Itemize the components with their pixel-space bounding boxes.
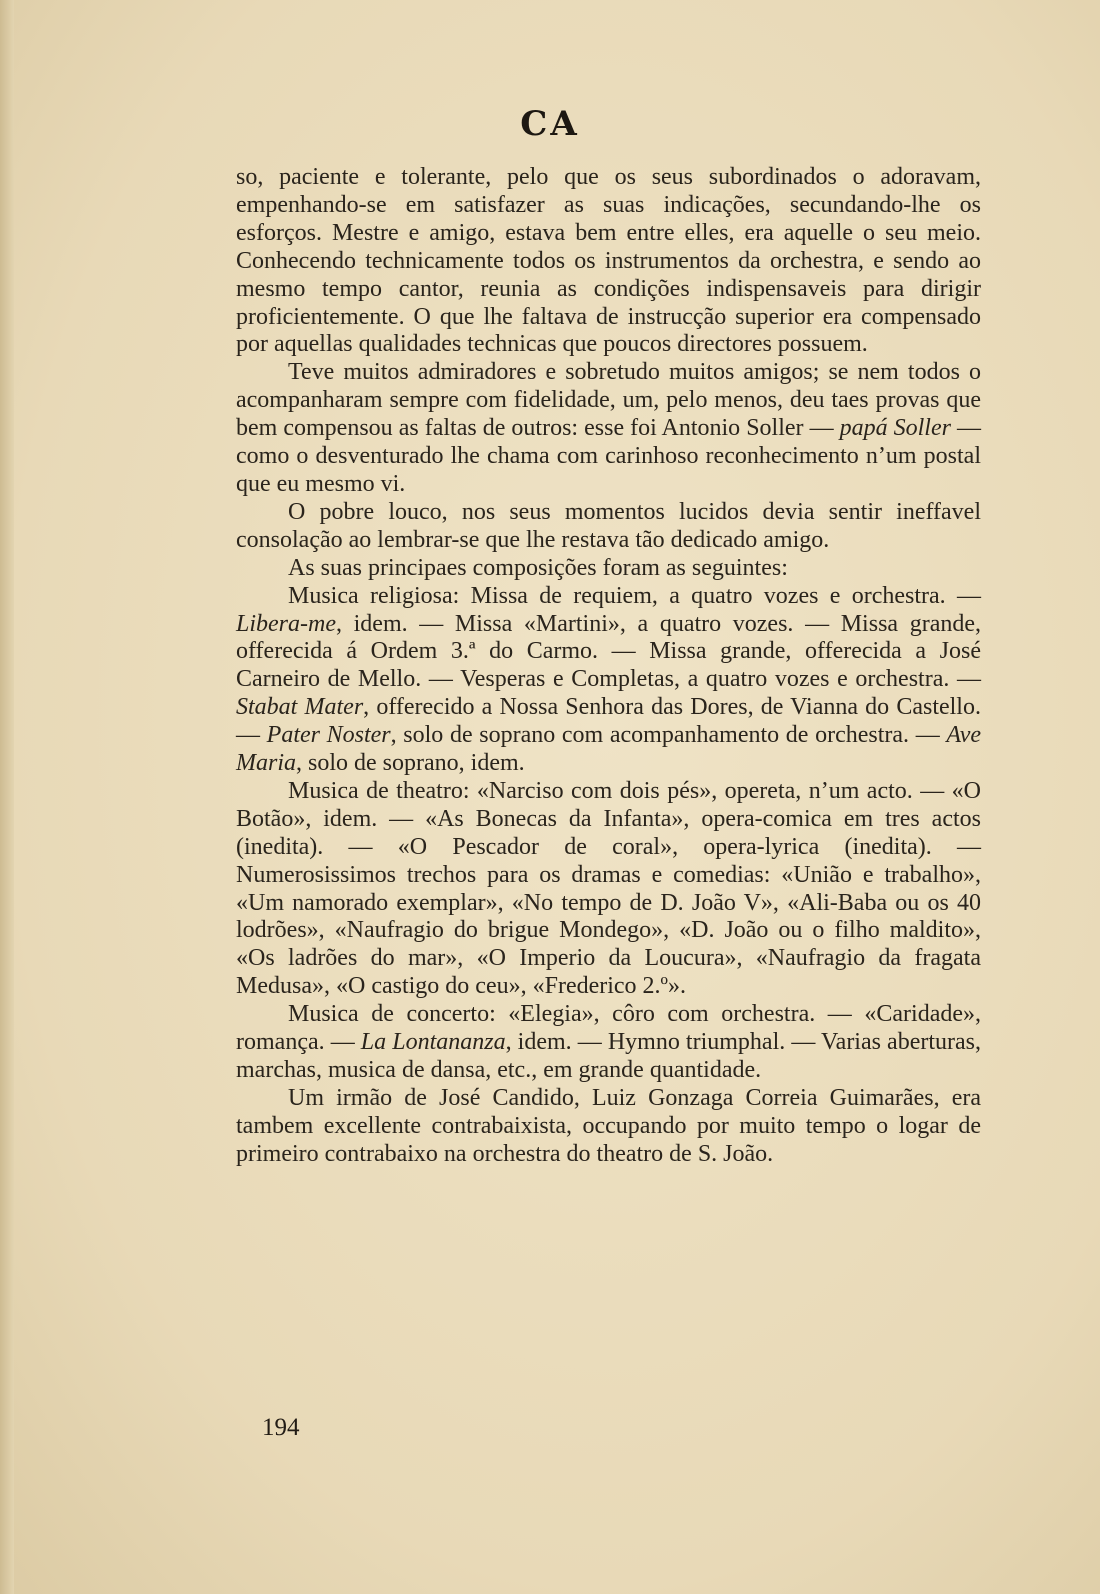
italic-title: Stabat Mater [236, 694, 364, 721]
italic-title: Ave Maria [236, 722, 981, 777]
text-run: , idem. — Hymno triumphal. — Varias aberturas, marchas, musica de dansa, etc., em grande quantidade. [236, 1029, 982, 1083]
page-gutter [0, 0, 14, 1594]
italic-title: Pater Noster [266, 722, 391, 749]
paragraph [236, 499, 981, 555]
paragraph [236, 1085, 981, 1169]
text-run: Musica de concerto: «Elegia», côro com orchestra. — «Caridade», romança. — [236, 1001, 981, 1056]
italic-title: papá Soller [839, 415, 951, 442]
paragraph [236, 164, 981, 359]
paragraph [236, 778, 981, 1001]
paragraph [236, 1001, 981, 1085]
body-text [236, 164, 981, 1169]
text-run: , solo de soprano com acompanhamento de orchestra. — [390, 722, 947, 749]
text-run: Um irmão de José Candido, Luiz Gonzaga Correia Guimarães, era tambem excellente contrabaixista, occupando por muito tempo o logar de primeiro contrabaixo na orchestra do theatro de S. João. [236, 1084, 981, 1167]
paragraph [236, 583, 981, 778]
text-run: , idem. — Missa «Martini», a quatro vozes. — Missa grande, offerecida á Ordem 3.ª do Carmo. — Missa grande, offerecida a José Carneiro de Mello. — Vesperas e Completas, a quatro vozes e orchestra. — [236, 610, 981, 693]
text-run: Musica religiosa: Missa de requiem, a quatro vozes e orchestra. — [288, 582, 981, 609]
text-run: O pobre louco, nos seus momentos lucidos devia sentir ineffavel consolação ao lembrar-se que lhe restava tão dedicado amigo. [236, 498, 981, 553]
italic-title: La Lontananza [360, 1029, 506, 1056]
paragraph [236, 359, 981, 499]
paragraph [236, 555, 981, 583]
page-number: 194 [262, 1414, 300, 1441]
text-run: , solo de soprano, idem. [296, 750, 525, 777]
italic-title: Libera-me [236, 610, 336, 637]
text-run: As suas principaes composições foram as seguintes: [288, 554, 788, 581]
text-run: Teve muitos admiradores e sobretudo muitos amigos; se nem todos o acompanharam sempre com fidelidade, um, pelo menos, deu taes provas que bem compensou as faltas de outros: esse foi Antonio Soller — [236, 359, 981, 442]
text-run: so, paciente e tolerante, pelo que os seus subordinados o adoravam, empenhando-se em satisfazer as suas indicações, secundando-lhe os esforços. Mestre e amigo, estava bem entre elles, era aquelle o seu meio. Conhecendo technicamente todos os instrumentos da orchestra, e sendo ao mesmo tempo cantor, reunia as condições indispensaveis para dirigir proficientemente. O que lhe faltava de instrucção superior era compensado por aquellas qualidades technicas que poucos directores possuem. [236, 164, 981, 358]
running-head: CA [520, 104, 580, 144]
text-run: Musica de theatro: «Narciso com dois pés», opereta, n’um acto. — «O Botão», idem. — «As Bonecas da Infanta», opera-comica em tres actos (inedita). — «O Pescador de coral», opera-lyrica (inedita). — Numerosissimos trechos para os dramas e comedias: «União e trabalho», «Um namorado exemplar», «No tempo de D. João V», «Ali-Baba ou os 40 lodrões», «Naufragio do brigue Mondego», «D. João ou o filho maldito», «Os ladrões do mar», «O Imperio da Loucura», «Naufragio da fragata Medusa», «O castigo do ceu», «Frederico 2.º». [236, 777, 981, 1000]
text-run: — como o desventurado lhe chama com carinhoso reconhecimento n’um postal que eu mesmo vi. [236, 415, 982, 497]
text-run: , offerecido a Nossa Senhora das Dores, de Vianna do Castello. — [236, 694, 981, 749]
